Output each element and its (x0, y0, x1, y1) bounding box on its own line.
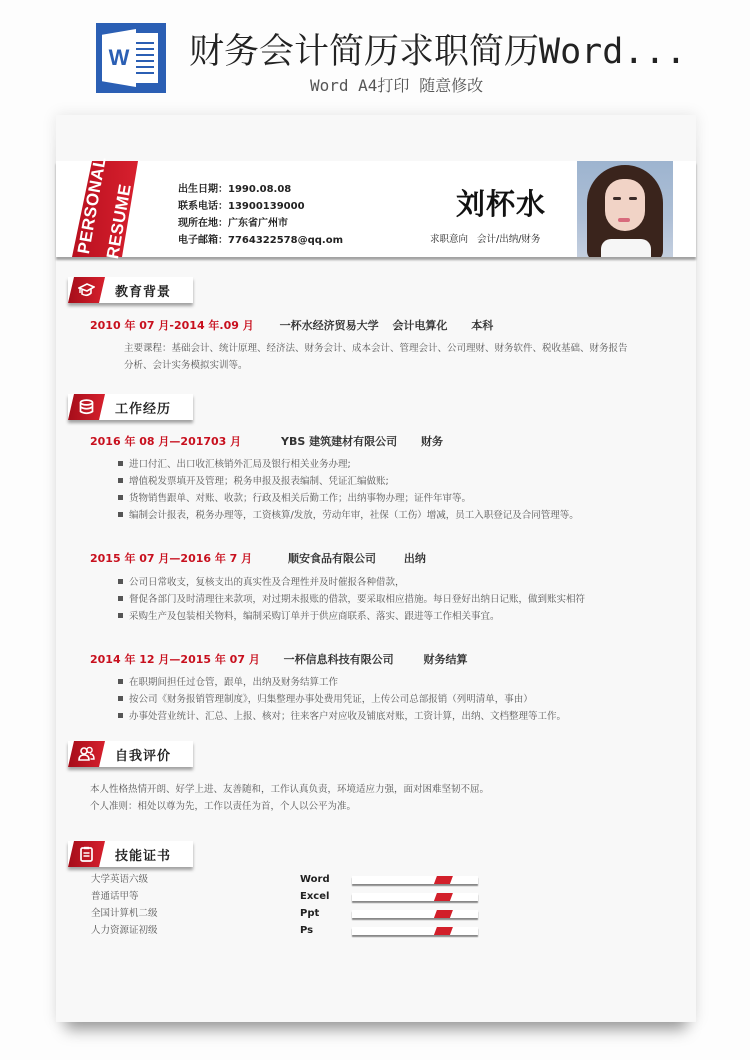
section-title: 技能证书 (115, 849, 172, 864)
skill-level-bar (352, 893, 478, 901)
education-entry (90, 317, 493, 333)
section-header-work (68, 394, 193, 420)
certificate-item: 人力资源证初级 (91, 925, 158, 936)
document-title: 财务会计简历求职简历Word... (189, 32, 687, 72)
certificate-item: 全国计算机二级 (91, 908, 158, 919)
job-role: 出纳 (403, 552, 426, 565)
job-period: 2015 年 07 月—2016 年 7 月 (90, 552, 253, 565)
duty-item: 编制会计报表，税务办理等，工资核算/发放，劳动年审，社保（工伤）增减，员工入职登记及合同管理等。 (118, 507, 579, 524)
duty-item: 采购生产及包装相关物料，编制采购订单并于供应商联系、落实、跟进等工作相关事宜。 (118, 608, 585, 625)
duty-item: 办事处营业统计、汇总、上报、核对；往来客户对应收及铺底对账，工资计算，出纳、文档整理等工作。 (118, 708, 566, 725)
skill-row-ppt (300, 907, 500, 924)
title-banner (0, 0, 750, 110)
info-phone: 联系电话：13900139000 (178, 201, 305, 212)
job-3-duties (118, 674, 566, 725)
word-app-icon (96, 23, 166, 93)
resume-header (56, 155, 696, 261)
self-evaluation-text: 本人性格热情开朗、好学上进、友善随和，工作认真负责，环境适应力强，面对困难坚韧不屈。 个人准则：相处以尊为先，工作以责任为首，个人以公平为准。 (90, 784, 490, 812)
section-title: 工作经历 (115, 402, 172, 417)
job-1-duties (118, 456, 579, 524)
users-icon (78, 746, 95, 762)
job-company: YBS 建筑建材有限公司 (281, 435, 398, 448)
school-name: 一杯水经济贸易大学 (279, 319, 379, 332)
courses: 主要课程：基础会计、统计原理、经济法、财务会计、成本会计、管理会计、公司理财、财务软件、税收基础、财务报告 分析、会计实务模拟实训等。 (124, 343, 628, 371)
skill-level-bar (352, 876, 478, 884)
degree: 本科 (471, 319, 494, 332)
education-period: 2010 年 07 月-2014 年.09 月 (90, 319, 254, 332)
ribbon-text-personal: PERSONAL (74, 155, 110, 256)
certificate-item: 普通话甲等 (91, 891, 139, 902)
skill-label: Ppt (300, 908, 320, 919)
certificate-item: 大学英语六级 (91, 874, 149, 885)
major: 会计电算化 (392, 319, 448, 332)
job-2-duties (118, 574, 585, 625)
skill-label: Word (300, 874, 330, 885)
certificates-list (91, 871, 158, 939)
section-header-education (68, 277, 193, 303)
ribbon-text-resume: RESUME (103, 182, 135, 261)
info-email: 电子邮箱：7764322578@qq.om (178, 235, 343, 246)
skill-level-bar (352, 910, 478, 918)
database-icon (78, 399, 95, 415)
section-header-skills (68, 841, 193, 867)
skill-label: Ps (300, 925, 314, 936)
job-company: 一杯信息科技有限公司 (283, 653, 394, 666)
word-letter: W (108, 45, 130, 70)
skill-row-word (300, 873, 500, 890)
resume-page (56, 115, 696, 1022)
job-company: 顺安食品有限公司 (288, 552, 377, 565)
job-intent: 求职意向 会计/出纳/财务 (430, 234, 541, 245)
duty-item: 按公司《财务报销管理制度》，归集整理办事处费用凭证，上传公司总部报销（列明清单，事由） (118, 691, 566, 708)
section-title: 自我评价 (115, 749, 172, 764)
graduation-cap-icon (78, 282, 95, 298)
info-location: 现所在地：广东省广州市 (178, 218, 288, 229)
clipboard-icon (78, 846, 95, 862)
duty-item: 督促各部门及时清理往来款项，对过期未报账的借款，要采取相应措施。每日登好出纳日记账，做到账实相符 (118, 591, 585, 608)
duty-item: 进口付汇、出口收汇核销外汇局及银行相关业务办理; (118, 456, 579, 473)
job-role: 财务 (420, 435, 443, 448)
duty-item: 增值税发票填开及管理；税务申报及报表编制、凭证汇编做账; (118, 473, 579, 490)
skill-level-bar (352, 927, 478, 935)
software-skills (300, 873, 500, 941)
duty-item: 公司日常收支，复核支出的真实性及合理性并及时催报各种借款， (118, 574, 585, 591)
portrait-photo (577, 161, 673, 257)
job-entry-3 (90, 651, 468, 667)
job-period: 2016 年 08 月—201703 月 (90, 435, 242, 448)
duty-item: 货物销售跟单、对账、收款；行政及相关后勤工作；出纳事物办理；证件年审等。 (118, 490, 579, 507)
job-entry-2 (90, 550, 426, 566)
contact-info (178, 181, 343, 249)
job-period: 2014 年 12 月—2015 年 07 月 (90, 653, 260, 666)
skill-row-ps (300, 924, 500, 941)
job-entry-1 (90, 433, 443, 449)
skill-row-excel (300, 890, 500, 907)
section-header-self-evaluation (68, 741, 193, 767)
skill-label: Excel (300, 891, 330, 902)
section-title: 教育背景 (115, 285, 172, 300)
job-role: 财务结算 (423, 653, 468, 666)
info-birthdate: 出生日期：1990.08.08 (178, 184, 292, 195)
document-subtitle: Word A4打印 随意修改 (310, 76, 484, 95)
duty-item: 在职期间担任过仓管，跟单，出纳及财务结算工作 (118, 674, 566, 691)
candidate-name: 刘杯水 (456, 187, 547, 221)
